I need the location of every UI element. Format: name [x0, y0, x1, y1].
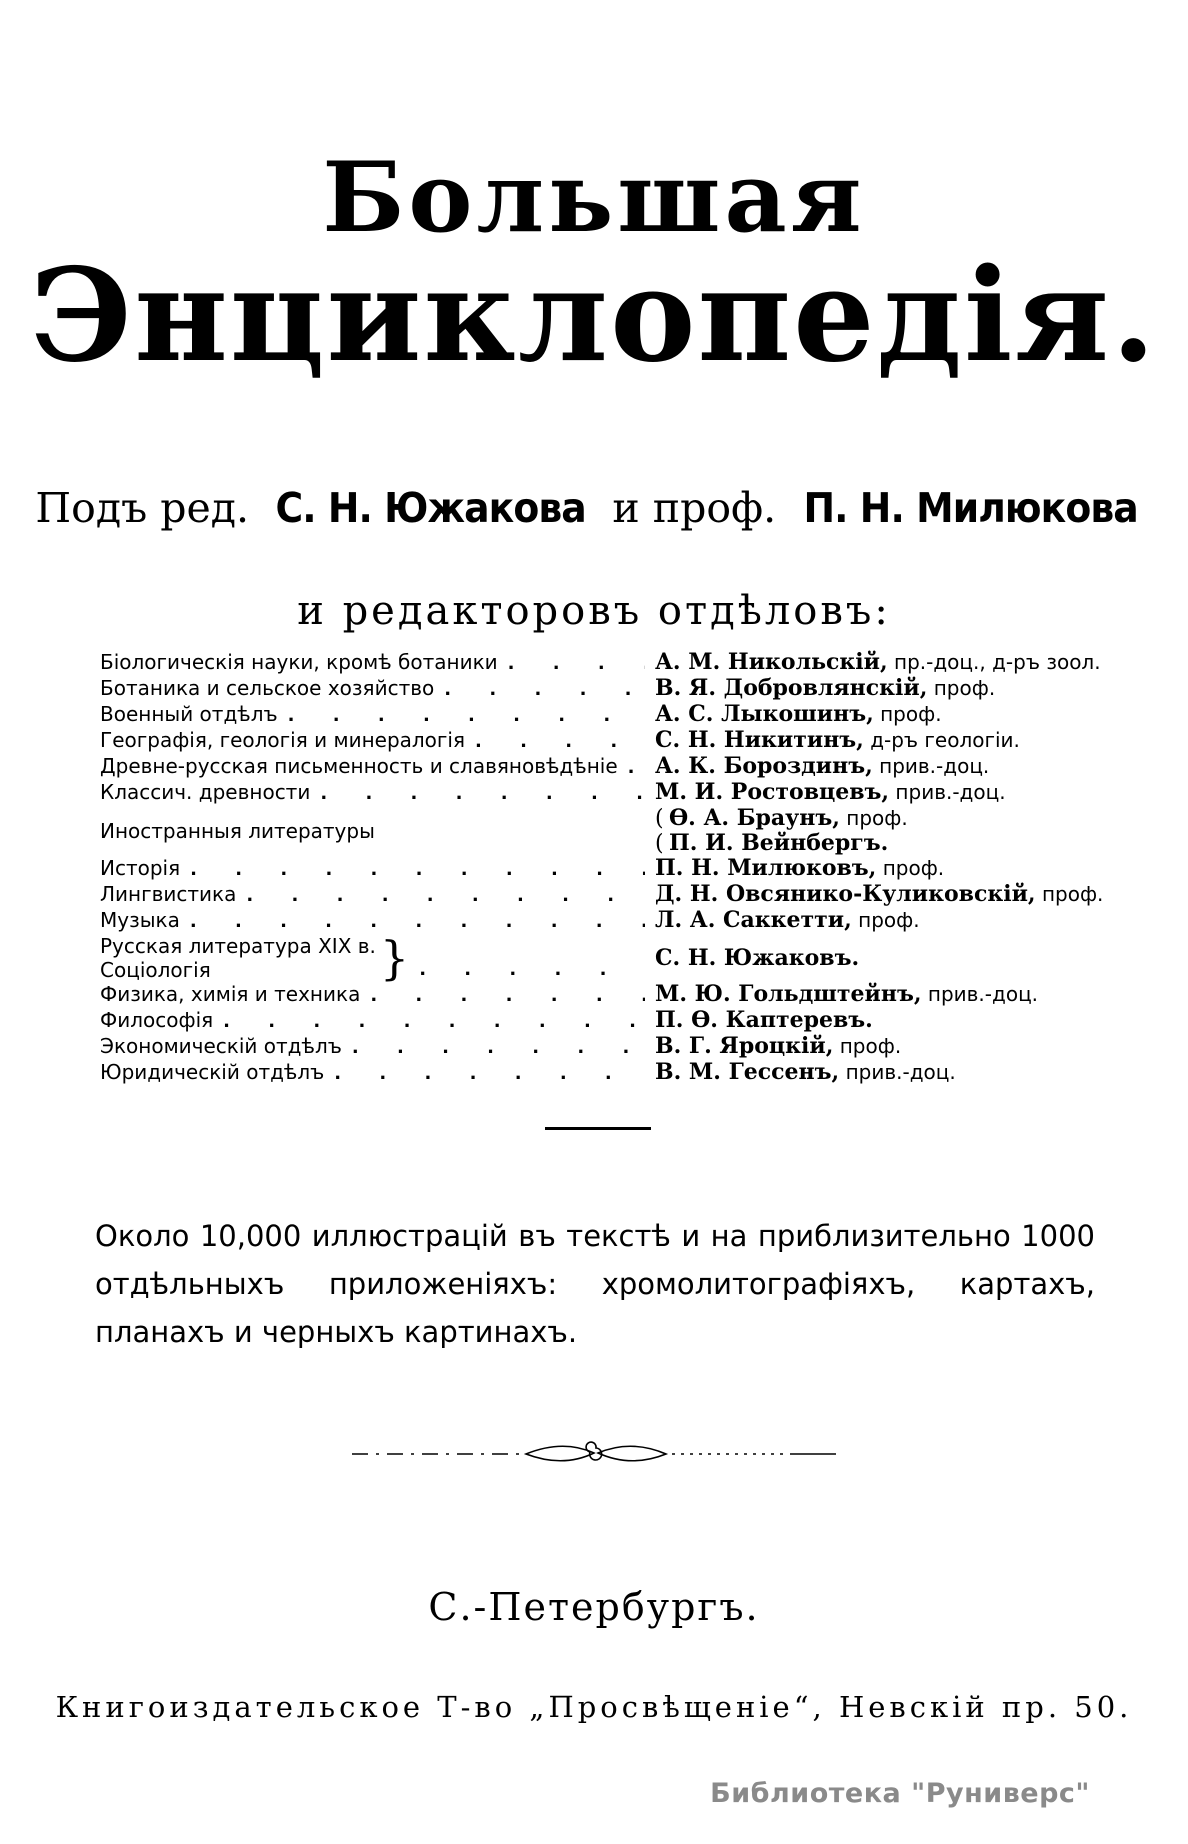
department-label: Древне-русская письменность и славяновѣдѣніе [100, 754, 618, 778]
editor-rank: проф. [839, 1034, 902, 1058]
book-title-line1: Большая [322, 141, 866, 254]
departments-list [100, 649, 1104, 1086]
editor-name-cell [655, 1008, 1093, 1032]
editor-name: П. И. Вейнбергъ. [669, 830, 889, 856]
department-row [100, 1034, 1093, 1060]
dot-leader [508, 650, 645, 676]
department-label-group [100, 934, 376, 982]
editor-rank: проф. [846, 806, 908, 830]
editor-rank: проф. [882, 856, 945, 880]
editor-name: М. Ю. Гольдштейнъ, [655, 981, 922, 1007]
department-row [100, 780, 1093, 806]
editor-rank: проф. [933, 676, 996, 700]
department-row [100, 908, 1093, 934]
dot-leader [444, 676, 645, 702]
department-row [100, 702, 1093, 728]
section-editors-heading: и редакторовъ отдѣловъ: [297, 588, 891, 634]
department-row-group [100, 931, 1093, 985]
editor-name-cell [655, 754, 1093, 778]
editor-name-group [655, 806, 1093, 856]
editor-name-cell [655, 728, 1093, 752]
editor-rank: прив.-доц. [927, 982, 1039, 1006]
department-label: Лингвистика [100, 882, 237, 906]
dot-leader [320, 780, 645, 806]
editor-name-cell [655, 780, 1093, 804]
editor-rank: прив.-доц. [879, 754, 990, 778]
department-label: Исторія [100, 856, 181, 880]
section-divider-rule [545, 1127, 651, 1130]
department-row [100, 982, 1093, 1008]
department-label: Экономическій отдѣлъ [100, 1034, 342, 1058]
editor-name: В. Г. Яроцкій, [655, 1033, 834, 1059]
dot-leader [223, 1008, 645, 1034]
dot-leader [419, 956, 645, 982]
dot-leader [190, 856, 645, 882]
editor-name: А. К. Бороздинъ, [655, 753, 873, 779]
editor-name: В. М. Гессенъ, [655, 1059, 840, 1085]
department-row [100, 1060, 1093, 1086]
editor-name-cell [655, 702, 1093, 726]
editor-name-cell [655, 881, 1104, 907]
editor-name: А. С. Лыкошинъ, [655, 701, 874, 727]
editor-rank: д-ръ геологіи. [870, 728, 1020, 752]
department-row [100, 754, 1093, 780]
department-label: Физика, химія и техника [100, 982, 361, 1006]
department-label: Иностранныя литературы [100, 819, 375, 843]
group-brace-icon: ( [655, 831, 664, 856]
department-label: Классич. древности [100, 780, 311, 804]
editor-rank: проф. [858, 908, 920, 932]
editor-name-cell [655, 908, 1093, 932]
editor-name: М. И. Ростовцевъ, [655, 779, 890, 805]
editor-name: П. Ѳ. Каптеревъ. [655, 1007, 873, 1033]
editor-milyukov: П. Н. Милюкова [803, 484, 1139, 532]
editors-prefix: Подъ ред. [35, 484, 250, 532]
editor-name: С. Н. Южаковъ. [655, 945, 860, 971]
editor-name: Ѳ. А. Браунъ, [669, 805, 840, 831]
editor-yuzhakov: С. Н. Южакова [275, 484, 586, 532]
editor-name-cell [655, 946, 1093, 970]
group-brace-icon: ( [655, 806, 664, 831]
editor-name-cell [655, 649, 1101, 675]
editor-name: С. Н. Никитинъ, [655, 727, 864, 753]
editor-rank: пр.-доц., д-ръ зоол. [894, 650, 1101, 674]
department-label: Русская литература XIX в. [100, 934, 376, 958]
dot-leader [628, 754, 645, 780]
book-title-line2: Энциклопедія. [30, 241, 1158, 391]
dot-leader [370, 982, 645, 1008]
editor-name-cell [655, 856, 1093, 880]
dot-leader [334, 1060, 645, 1086]
editor-name: П. Н. Милюковъ, [655, 855, 877, 881]
editors-line [0, 486, 1188, 531]
department-label: Біологическія науки, кромѣ ботаники [100, 650, 498, 674]
department-label: Юридическій отдѣлъ [100, 1060, 325, 1084]
ornament-divider-icon [344, 1432, 844, 1466]
editor-name: А. М. Никольскій, [655, 649, 888, 675]
editor-rank: прив.-доц. [895, 780, 1006, 804]
department-row [100, 676, 1093, 702]
editor-name-cell [655, 676, 1093, 700]
illustrations-note: Около 10,000 иллюстрацій въ текстѣ и на приблизительно 1000 отдѣльныхъ приложеніяхъ: хромолитографіяхъ, картахъ, планахъ и черныхъ картинахъ. [95, 1219, 1095, 1349]
editor-rank: прив.-доц. [845, 1060, 956, 1084]
department-label: Ботаника и сельское хозяйство [100, 676, 435, 700]
dot-leader [352, 1034, 645, 1060]
library-watermark: Библиотека "Руниверс" [710, 1778, 1090, 1809]
department-row [100, 881, 1104, 908]
dot-leader [246, 882, 645, 908]
dot-leader [475, 728, 645, 754]
imprint-publisher: Книгоиздательское Т-во „Просвѣщеніе“, Невскій пр. 50. [55, 1690, 1133, 1724]
editor-rank: проф. [880, 702, 942, 726]
editor-line [655, 831, 1093, 856]
editor-name: Д. Н. Овсянико-Куликовскій, [655, 881, 1036, 907]
imprint-city: С.-Петербургъ. [428, 1585, 760, 1629]
editor-line [655, 806, 1093, 831]
dot-leader [288, 702, 645, 728]
department-row [100, 649, 1101, 676]
ornament-divider [0, 1432, 1188, 1466]
department-row [100, 728, 1093, 754]
editor-name-cell [655, 1034, 1093, 1058]
department-label: Географія, геологія и минералогія [100, 728, 466, 752]
editors-conjunction: и проф. [612, 484, 777, 532]
department-label: Музыка [100, 908, 180, 932]
department-row [100, 856, 1093, 882]
department-label: Военный отдѣлъ [100, 702, 278, 726]
editor-name: Л. А. Саккетти, [655, 907, 852, 933]
department-row [100, 1008, 1093, 1034]
editor-name-cell [655, 982, 1093, 1006]
department-row-group [100, 806, 1093, 856]
editor-rank: проф. [1041, 882, 1104, 906]
dot-leader [190, 908, 645, 934]
group-brace-icon: } [379, 931, 410, 985]
editor-name-cell [655, 1060, 1093, 1084]
department-label: Соціологія [100, 958, 211, 982]
department-label: Философія [100, 1008, 214, 1032]
editor-name: В. Я. Добровлянскій, [655, 675, 928, 701]
